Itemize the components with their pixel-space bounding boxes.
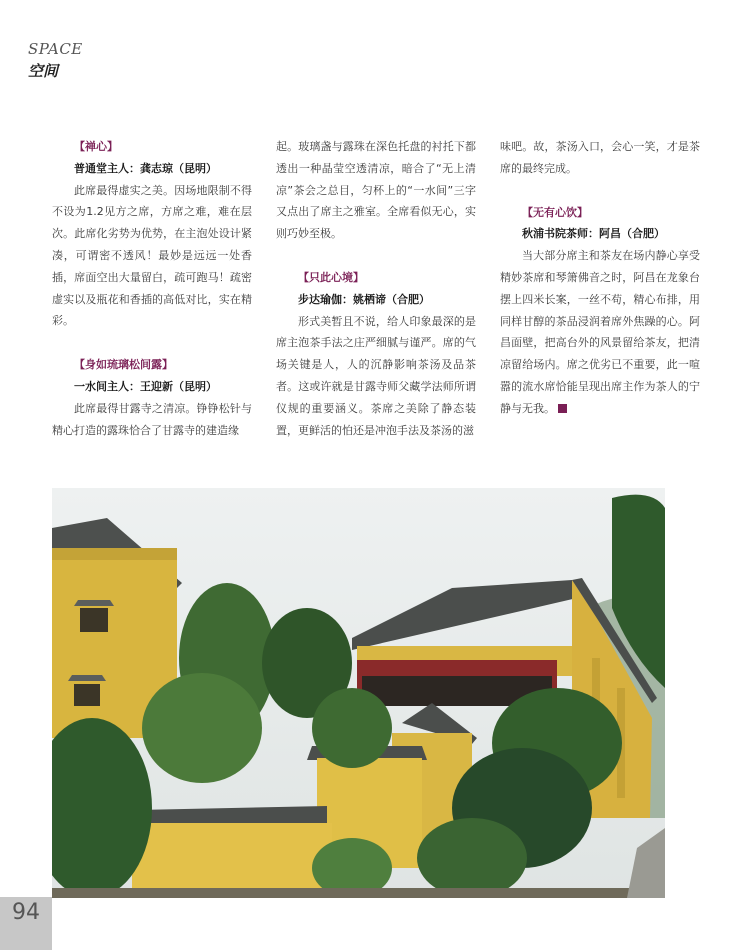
end-mark-icon (558, 404, 567, 413)
body-text: 当大部分席主和茶友在场内静心享受精妙茶席和琴箫佛音之时，阿昌在龙象台摆上四米长案，一丝不苟，精心布排，用同样甘醇的茶品浸润着席外焦躁的心。阿昌面壁，把高台外的风景留给茶友，把清凉留给场内。席之优劣已不重要，此一喧嚣的流水席恰能呈现出席主作为茶人的宁静与无我。 (500, 249, 700, 415)
text-column-3 (500, 136, 700, 420)
temple-photo (52, 488, 665, 898)
body-paragraph-continued: 味吧。故，茶汤入口，会心一笑，才是茶席的最终完成。 (500, 140, 700, 175)
host-line: 秋浦书院茶师：阿昌（合肥） (522, 227, 665, 241)
paragraph-gap (500, 180, 700, 202)
section-title-wuyou: 【无有心饮】 (522, 205, 588, 219)
host-line: 普通堂主人：龚志琼（昆明） (74, 161, 217, 175)
paragraph-gap (276, 245, 476, 267)
host-line: 步达瑜伽：姚栖谛（合肥） (298, 292, 430, 306)
body-paragraph: 此席最得虚实之美。因场地限制不得不设为1.2见方之席，方席之难，难在层次。此席化劣势为优势，在主泡处设计紧凑，可谓密不透风！最妙是远远一处香插，席面空出大量留白，疏可跑马！疏密虚实以及瓶花和香插的高低对比，实在精彩。 (52, 183, 252, 328)
text-column-1 (52, 136, 252, 441)
text-column-2 (276, 136, 476, 441)
body-paragraph: 此席最得甘露寺之清凉。铮铮松针与精心打造的露珠恰合了甘露寺的建造缘 (52, 401, 252, 437)
body-paragraph-final (500, 245, 700, 419)
section-title-xinjing: 【只此心境】 (298, 270, 364, 284)
section-label-en: SPACE (28, 40, 83, 58)
section-label-cn: 空间 (28, 62, 59, 80)
body-paragraph: 形式美暂且不说，给人印象最深的是席主泡茶手法之庄严细腻与谨严。席的气场关键是人，人的沉静影响茶汤及品茶者。这或许就是甘露寺师父藏学法师所谓仪规的重要涵义。茶席之美除了静态装置，更鲜活的怕还是冲泡手法及茶汤的滋 (276, 314, 476, 437)
page-number: 94 (12, 900, 40, 925)
paragraph-gap (52, 332, 252, 354)
temple-illustration (52, 488, 665, 898)
host-line: 一水间主人：王迎新（昆明） (74, 379, 217, 393)
section-title-liuli: 【身如琉璃松间露】 (74, 358, 173, 372)
section-title-chanxin: 【禅心】 (74, 140, 118, 153)
body-paragraph-continued: 起。玻璃盏与露珠在深色托盘的衬托下都透出一种晶莹空透清凉，暗合了“无上清凉”茶会之总目，匀杯上的“一水间”三字又点出了席主之雅室。全席看似无心，实则巧妙至极。 (276, 140, 476, 241)
